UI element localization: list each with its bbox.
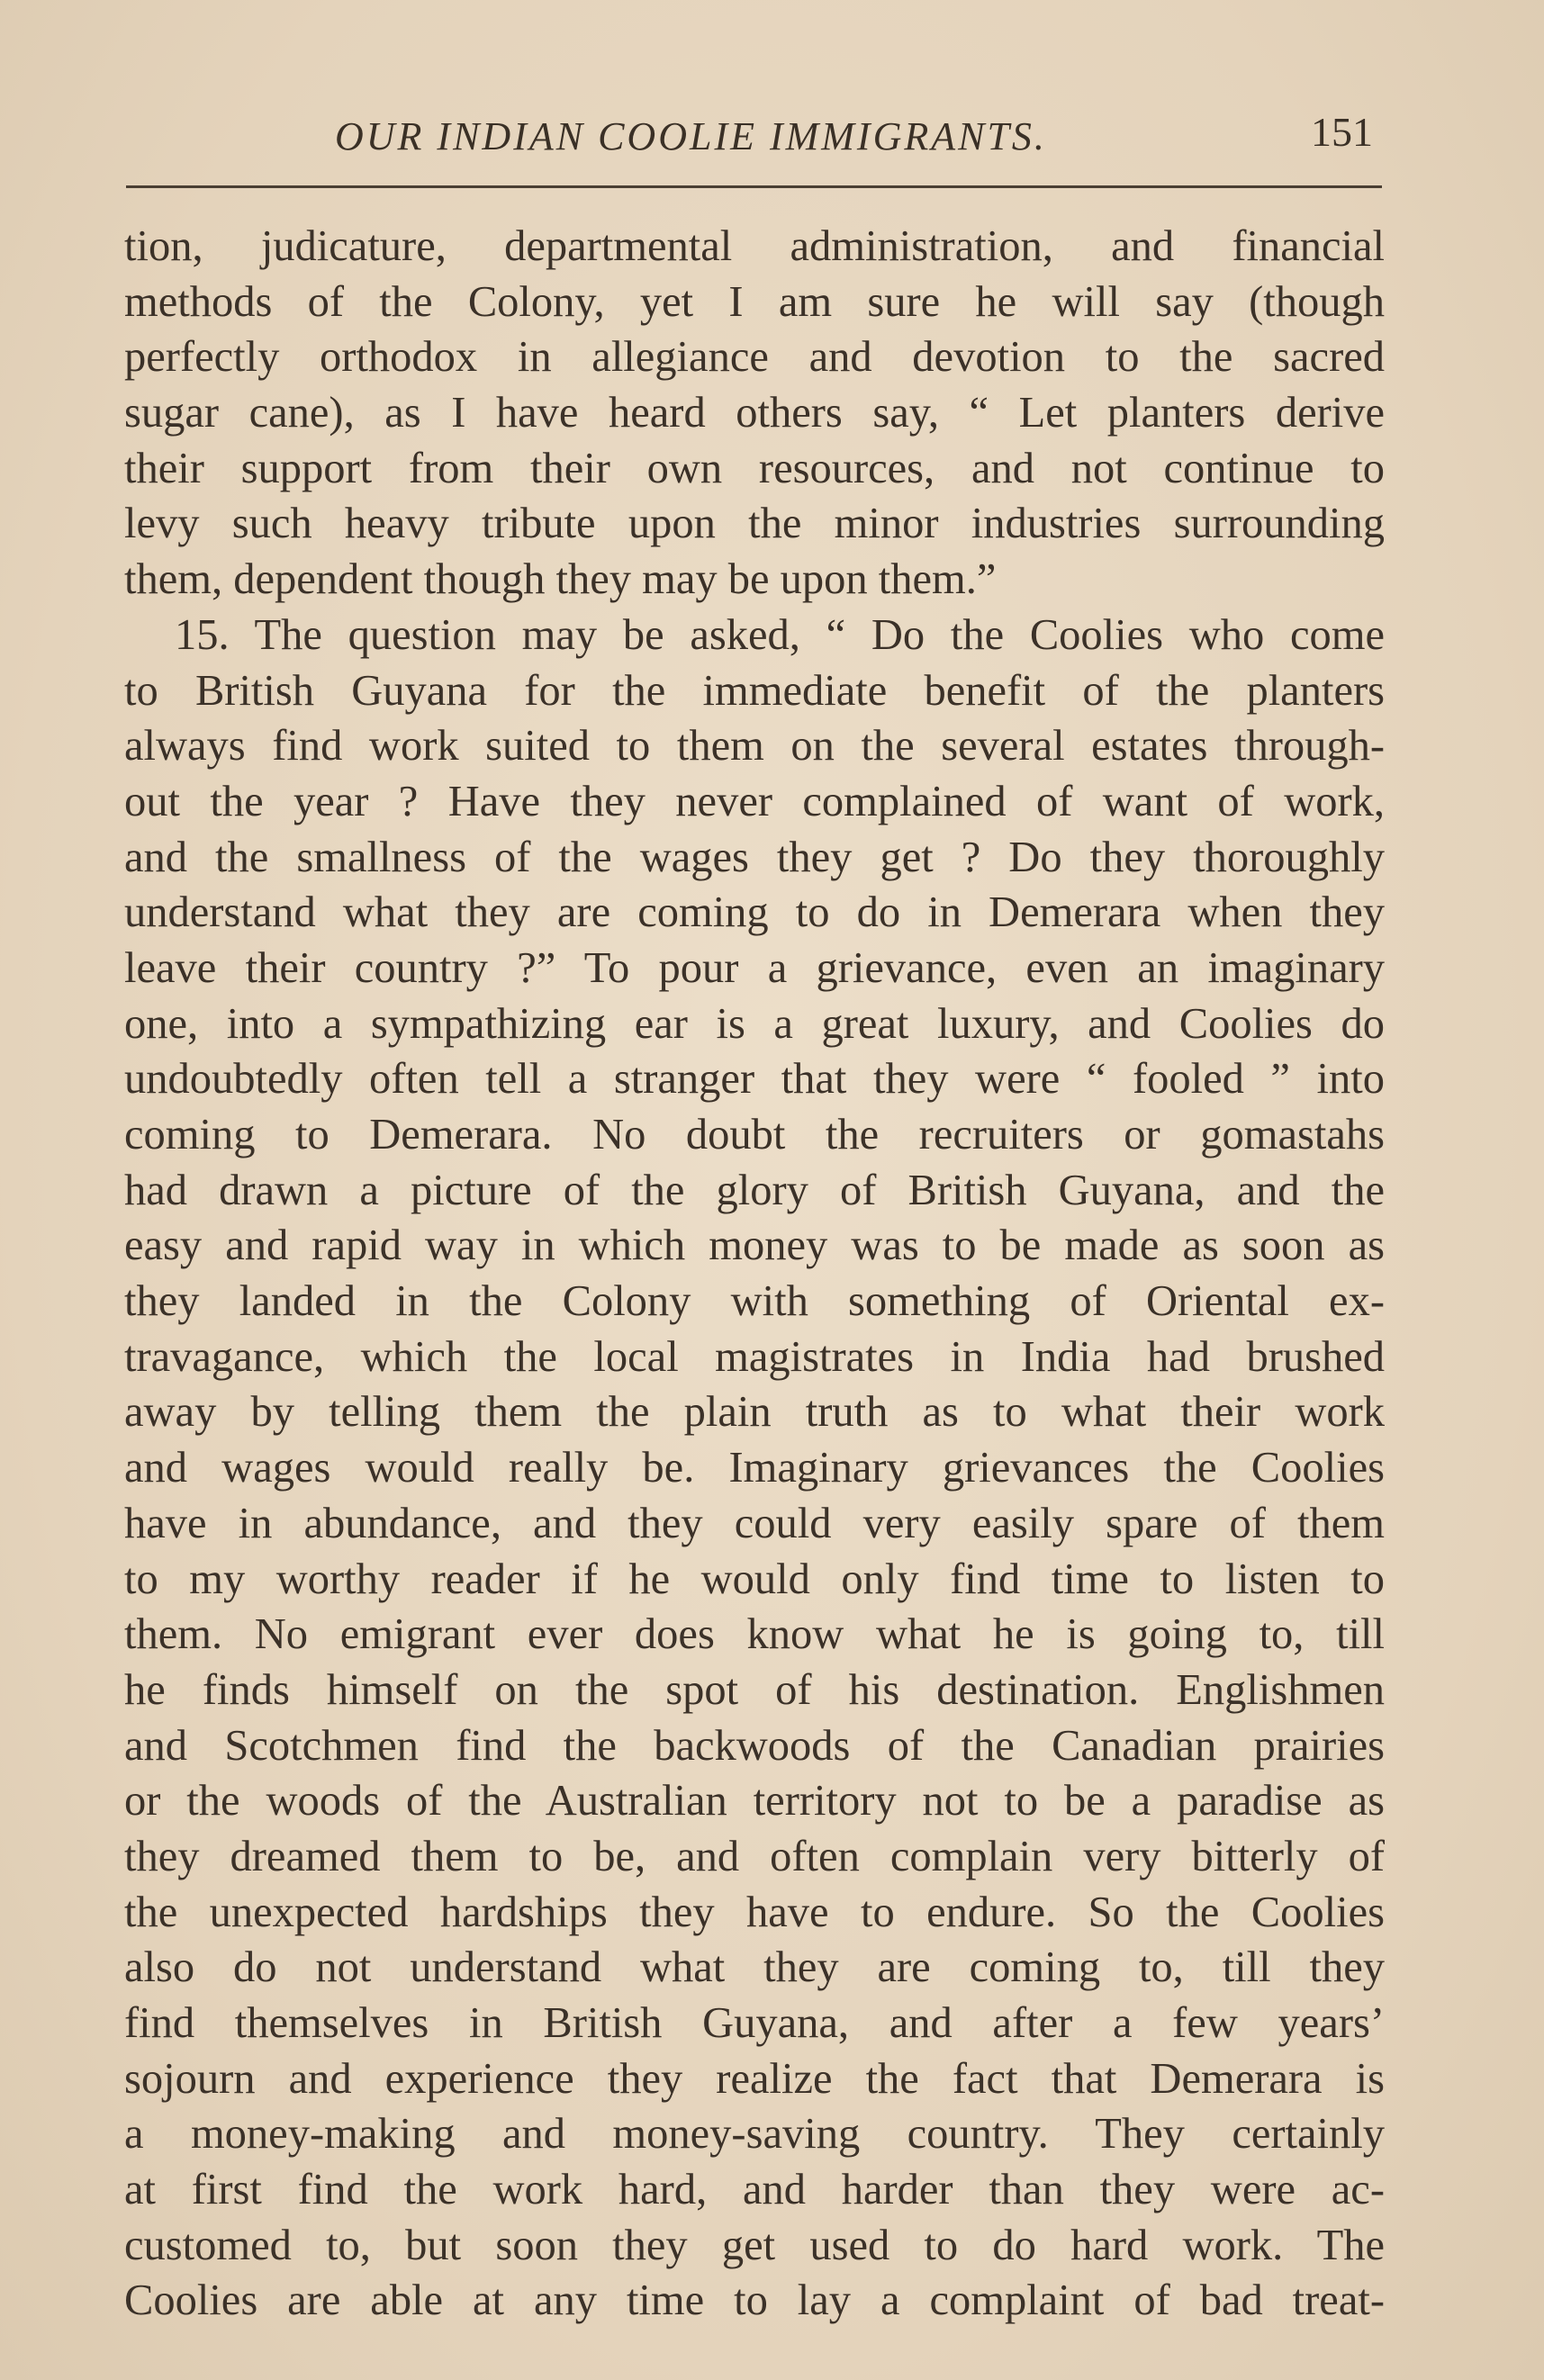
text-line: away by telling them the plain truth as to what their work bbox=[124, 1388, 1385, 1437]
text-line: to British Guyana for the immediate benefit of the planters bbox=[124, 666, 1385, 715]
text-line: easy and rapid way in which money was to be made as soon as bbox=[124, 1222, 1385, 1270]
text-line: had drawn a picture of the glory of British Guyana, and the bbox=[124, 1166, 1385, 1214]
text-line: out the year ? Have they never complained of want of work, bbox=[124, 777, 1385, 825]
text-line: levy such heavy tribute upon the minor industries surrounding bbox=[124, 500, 1385, 548]
paragraph-start-line: 15. The question may be asked, “ Do the Coolies who come bbox=[175, 610, 1385, 659]
text-line: find themselves in British Guyana, and after a few years’ bbox=[124, 1999, 1385, 2047]
text-line: to my worthy reader if he would only find time to listen to bbox=[124, 1555, 1385, 1603]
text-line: them. No emigrant ever does know what he is going to, till bbox=[124, 1610, 1385, 1659]
text-line: methods of the Colony, yet I am sure he will say (though bbox=[124, 277, 1385, 326]
running-title: OUR INDIAN COOLIE IMMIGRANTS. bbox=[335, 114, 1047, 158]
text-line: their support from their own resources, and not continue to bbox=[124, 444, 1385, 492]
text-line: coming to Demerara. No doubt the recruiters or gomastahs bbox=[124, 1111, 1385, 1158]
text-line: and Scotchmen find the backwoods of the Canadian prairies bbox=[124, 1721, 1385, 1770]
text-line: a money-making and money-saving country. They certainly bbox=[124, 2110, 1385, 2159]
text-line: and the smallness of the wages they get ? Do they thoroughly bbox=[124, 833, 1385, 881]
text-line: one, into a sympathizing ear is a great luxury, and Coolies do bbox=[124, 999, 1385, 1048]
text-line: they dreamed them to be, and often complain very bitterly of bbox=[124, 1832, 1385, 1880]
text-line: understand what they are coming to do in Demerara when they bbox=[124, 888, 1385, 937]
text-line: have in abundance, and they could very easily spare of them bbox=[124, 1499, 1385, 1547]
text-line: perfectly orthodox in allegiance and devotion to the sacred bbox=[124, 333, 1385, 382]
text-line: Coolies are able at any time to lay a complaint of bad treat- bbox=[124, 2276, 1385, 2325]
running-head bbox=[126, 108, 1382, 171]
text-line: leave their country ?” To pour a grievance, even an imaginary bbox=[124, 943, 1385, 992]
text-line: customed to, but soon they get used to do hard work. The bbox=[124, 2221, 1385, 2269]
text-line: always find work suited to them on the several estates through- bbox=[124, 722, 1385, 771]
text-line: sugar cane), as I have heard others say, “ Let planters derive bbox=[124, 389, 1385, 437]
text-line: also do not understand what they are coming to, till they bbox=[124, 1943, 1385, 1992]
text-line: them, dependent though they may be upon them.” bbox=[124, 555, 997, 604]
text-line: they landed in the Colony with something of Oriental ex- bbox=[124, 1277, 1385, 1326]
text-line: undoubtedly often tell a stranger that they were “ fooled ” into bbox=[124, 1055, 1385, 1104]
text-line: the unexpected hardships they have to endure. So the Coolies bbox=[124, 1888, 1385, 1936]
text-line: and wages would really be. Imaginary grievances the Coolies bbox=[124, 1444, 1385, 1492]
text-line: travagance, which the local magistrates in India had brushed bbox=[124, 1332, 1385, 1381]
text-line: at first find the work hard, and harder than they were ac- bbox=[124, 2166, 1385, 2214]
text-line: or the woods of the Australian territory not to be a paradise as bbox=[124, 1777, 1385, 1826]
text-line: tion, judicature, departmental administration, and financial bbox=[124, 222, 1385, 270]
header-rule bbox=[126, 185, 1382, 188]
text-line: he finds himself on the spot of his destination. Englishmen bbox=[124, 1665, 1385, 1714]
body-text bbox=[124, 219, 1385, 2329]
page-number: 151 bbox=[1311, 109, 1373, 155]
text-line: sojourn and experience they realize the fact that Demerara is bbox=[124, 2054, 1385, 2103]
